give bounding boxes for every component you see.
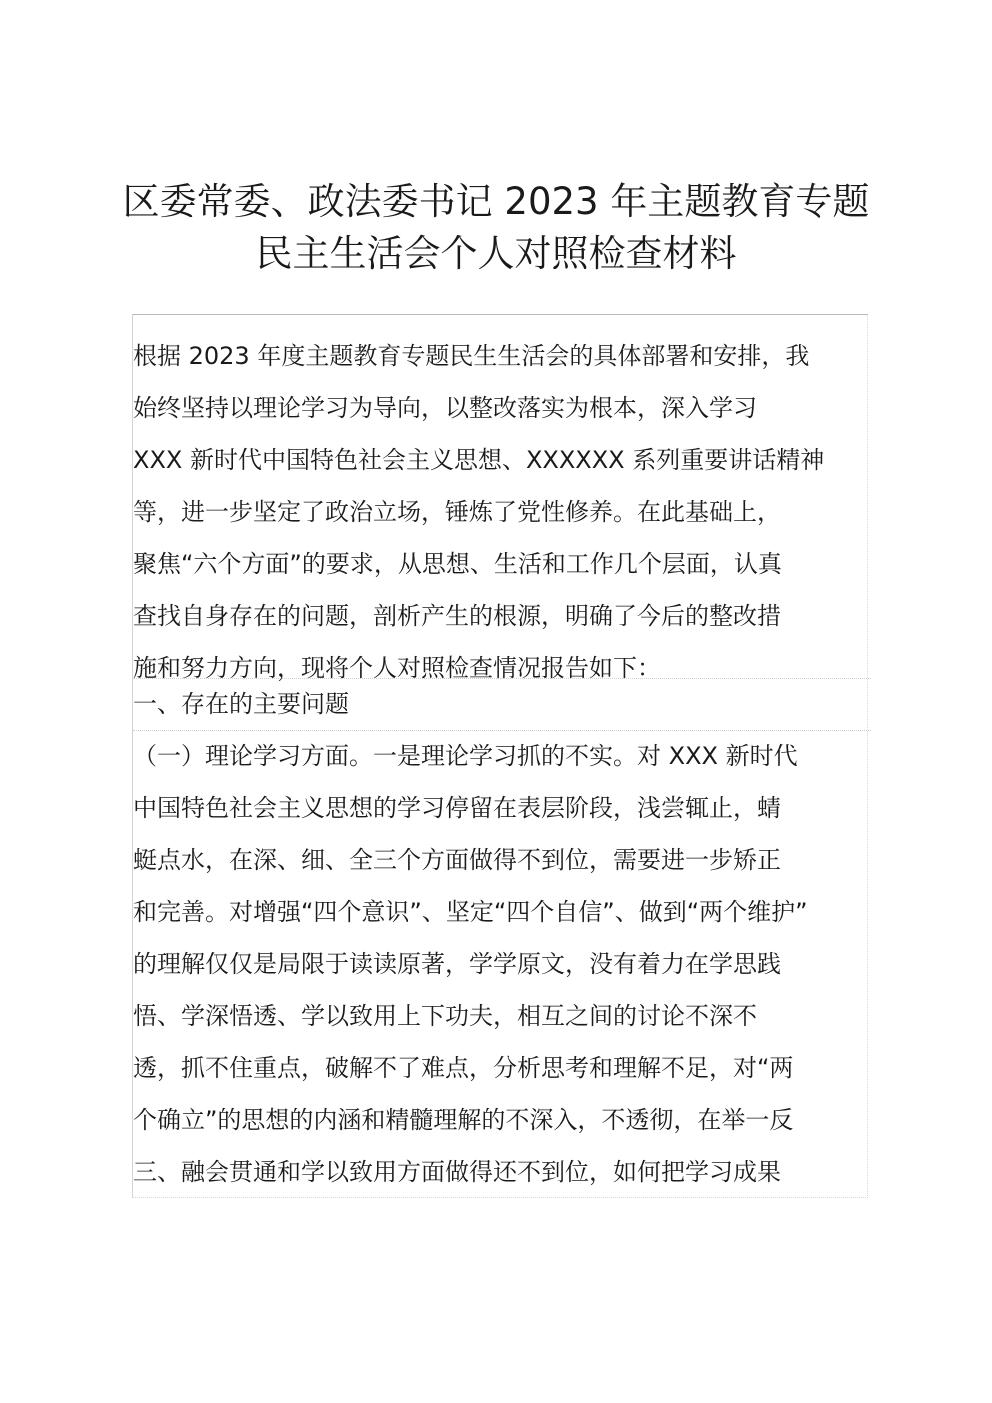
body-paragraph — [133, 730, 871, 1198]
body-line: 和完善。对增强“四个意识”、坚定“四个自信”、做到“两个维护” — [133, 898, 808, 926]
body-line: 中国特色社会主义思想的学习停留在表层阶段，浅尝辄止，蜻 — [133, 794, 781, 822]
intro-line: 聚焦“六个方面”的要求，从思想、生活和工作几个层面，认真 — [133, 550, 782, 578]
document-title — [0, 176, 992, 280]
intro-line: 根据 2023 年度主题教育专题民生生活会的具体部署和安排，我 — [133, 342, 810, 370]
intro-line: 施和努力方向，现将个人对照检查情况报告如下： — [133, 654, 661, 682]
body-line: 透，抓不住重点，破解不了难点，分析思考和理解不足，对“两 — [133, 1054, 794, 1082]
title-line-1: 区委常委、政法委书记 2023 年主题教育专题 — [122, 180, 870, 223]
intro-line: XXX 新时代中国特色社会主义思想、XXXXXX 系列重要讲话精神 — [133, 446, 825, 474]
body-line: （一）理论学习方面。一是理论学习抓的不实。对 XXX 新时代 — [133, 742, 798, 770]
body-line: 三、融会贯通和学以致用方面做得还不到位，如何把学习成果 — [133, 1158, 781, 1186]
body-line: 悟、学深悟透、学以致用上下功夫，相互之间的讨论不深不 — [133, 1002, 757, 1030]
intro-paragraph — [133, 330, 871, 694]
section-heading-block — [133, 678, 871, 730]
intro-line: 等，进一步坚定了政治立场，锤炼了党性修养。在此基础上， — [133, 498, 781, 526]
section-heading: 一、存在的主要问题 — [133, 690, 349, 718]
content-frame — [132, 314, 868, 1198]
intro-line: 始终坚持以理论学习为导向，以整改落实为根本，深入学习 — [133, 394, 757, 422]
body-line: 个确立”的思想的内涵和精髓理解的不深入，不透彻，在举一反 — [133, 1106, 794, 1134]
title-line-2: 民主生活会个人对照检查材料 — [255, 232, 737, 275]
body-line: 蜓点水，在深、细、全三个方面做得不到位，需要进一步矫正 — [133, 846, 781, 874]
intro-line: 查找自身存在的问题，剖析产生的根源，明确了今后的整改措 — [133, 602, 781, 630]
body-line: 的理解仅仅是局限于读读原著，学学原文，没有着力在学思践 — [133, 950, 781, 978]
